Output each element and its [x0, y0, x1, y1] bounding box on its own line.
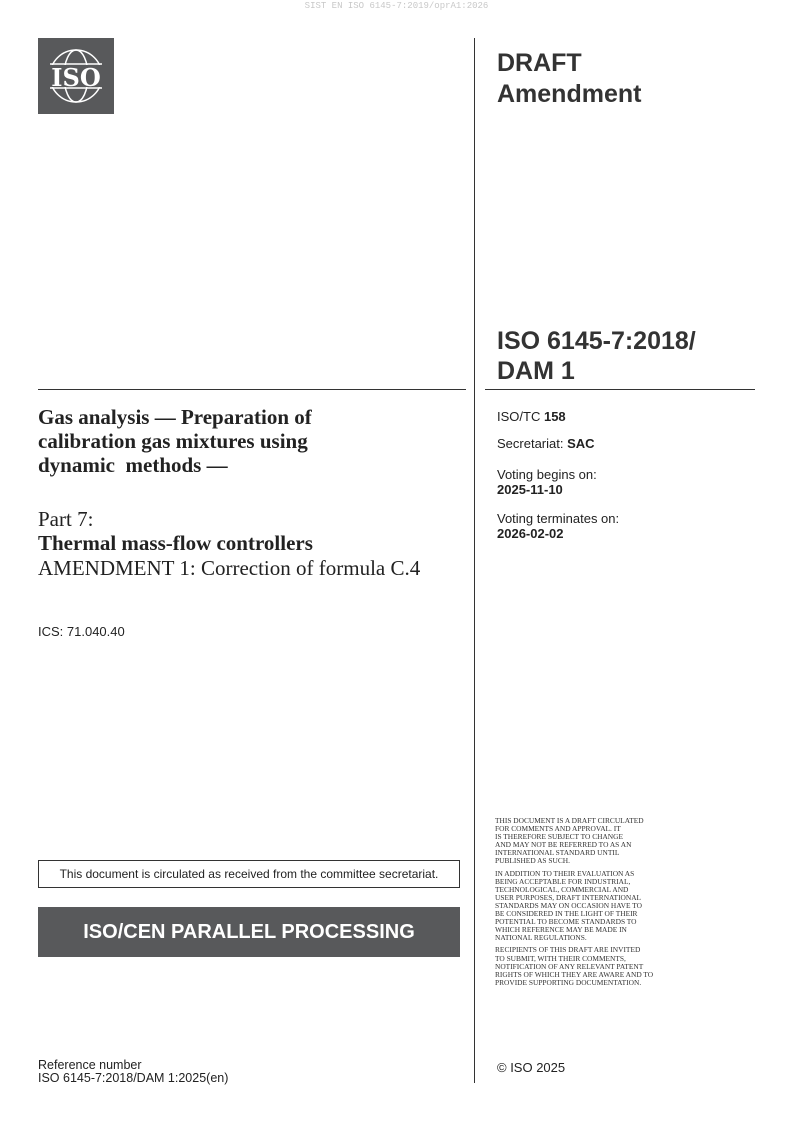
- secretariat: [497, 436, 595, 451]
- voting-begins-value: 2025-11-10: [497, 482, 563, 497]
- disclaimer-line: RIGHTS OF WHICH THEY ARE AWARE AND TO: [495, 969, 654, 979]
- part-name: Thermal mass-flow controllers: [38, 531, 313, 555]
- doc-number-line: ISO 6145-7:2018/: [497, 327, 696, 355]
- disclaimer-line: IN ADDITION TO THEIR EVALUATION AS: [495, 868, 635, 878]
- document-title: [38, 405, 312, 477]
- disclaimer-line: WHICH REFERENCE MAY BE MADE IN: [495, 925, 627, 935]
- doc-number-line: DAM 1: [497, 357, 575, 385]
- committee-label: ISO/TC: [497, 409, 541, 424]
- reference-number: [38, 1059, 228, 1085]
- disclaimer-line: RECIPIENTS OF THIS DRAFT ARE INVITED: [495, 945, 641, 955]
- part-label: Part 7:: [38, 507, 94, 531]
- disclaimer-line: BE CONSIDERED IN THE LIGHT OF THEIR: [495, 909, 638, 919]
- reference-label: Reference number: [38, 1058, 142, 1072]
- disclaimer-line: NOTIFICATION OF ANY RELEVANT PATENT: [495, 961, 644, 971]
- reference-value: ISO 6145-7:2018/DAM 1:2025(en): [38, 1071, 229, 1085]
- iso-logo: [38, 38, 114, 114]
- disclaimer-line: INTERNATIONAL STANDARD UNTIL: [495, 848, 620, 858]
- horizontal-divider: [38, 389, 466, 390]
- disclaimer-line: PUBLISHED AS SUCH.: [495, 856, 570, 866]
- disclaimer-line: AND MAY NOT BE REFERRED TO AS AN: [495, 840, 632, 850]
- committee-value: 158: [543, 409, 566, 424]
- title-line: dynamic methods —: [38, 453, 228, 477]
- copyright: © ISO 2025: [497, 1060, 566, 1075]
- disclaimer-line: IS THEREFORE SUBJECT TO CHANGE: [495, 832, 623, 842]
- disclaimer-line: FOR COMMENTS AND APPROVAL. IT: [495, 824, 621, 834]
- voting-begins-label: Voting begins on:: [497, 467, 597, 482]
- secretariat-value: SAC: [567, 436, 595, 451]
- circulation-note: This document is circulated as received from the committee secretariat.: [38, 860, 460, 888]
- voting-terminates-value: 2026-02-02: [497, 526, 564, 541]
- document-number: [497, 326, 696, 386]
- disclaimer-line: PROVIDE SUPPORTING DOCUMENTATION.: [495, 977, 642, 987]
- disclaimer-paragraph: [495, 870, 653, 943]
- title-line: Gas analysis — Preparation of: [38, 405, 312, 429]
- secretariat-label: Secretariat:: [497, 436, 564, 451]
- disclaimer-line: USER PURPOSES, DRAFT INTERNATIONAL: [495, 892, 642, 902]
- disclaimer-line: POTENTIAL TO BECOME STANDARDS TO: [495, 917, 637, 927]
- svg-text:ISO: ISO: [51, 63, 101, 92]
- committee: [497, 409, 566, 424]
- voting-terminates: [497, 511, 619, 541]
- draft-disclaimer: [495, 817, 653, 991]
- disclaimer-line: STANDARDS MAY ON OCCASION HAVE TO: [495, 900, 642, 910]
- disclaimer-line: BEING ACCEPTABLE FOR INDUSTRIAL,: [495, 876, 631, 886]
- voting-begins: [497, 467, 597, 497]
- disclaimer-line: TO SUBMIT, WITH THEIR COMMENTS,: [495, 953, 626, 963]
- parallel-processing-banner: ISO/CEN PARALLEL PROCESSING: [38, 907, 460, 957]
- draft-line: DRAFT: [497, 49, 582, 77]
- part-title: [38, 507, 313, 555]
- watermark: SIST EN ISO 6145-7:2019/oprA1:2026: [304, 1, 489, 11]
- disclaimer-paragraph: [495, 817, 653, 866]
- vertical-divider: [474, 38, 475, 1083]
- draft-line: Amendment: [497, 80, 642, 108]
- horizontal-divider: [485, 389, 755, 390]
- title-line: calibration gas mixtures using: [38, 429, 308, 453]
- voting-terminates-label: Voting terminates on:: [497, 511, 620, 526]
- disclaimer-line: NATIONAL REGULATIONS.: [495, 933, 587, 943]
- ics-code: ICS: 71.040.40: [38, 624, 125, 639]
- disclaimer-paragraph: [495, 946, 653, 986]
- amendment-title: AMENDMENT 1: Correction of formula C.4: [38, 556, 421, 580]
- draft-label: [497, 48, 641, 110]
- disclaimer-line: TECHNOLOGICAL, COMMERCIAL AND: [495, 884, 629, 894]
- disclaimer-line: THIS DOCUMENT IS A DRAFT CIRCULATED: [495, 816, 644, 825]
